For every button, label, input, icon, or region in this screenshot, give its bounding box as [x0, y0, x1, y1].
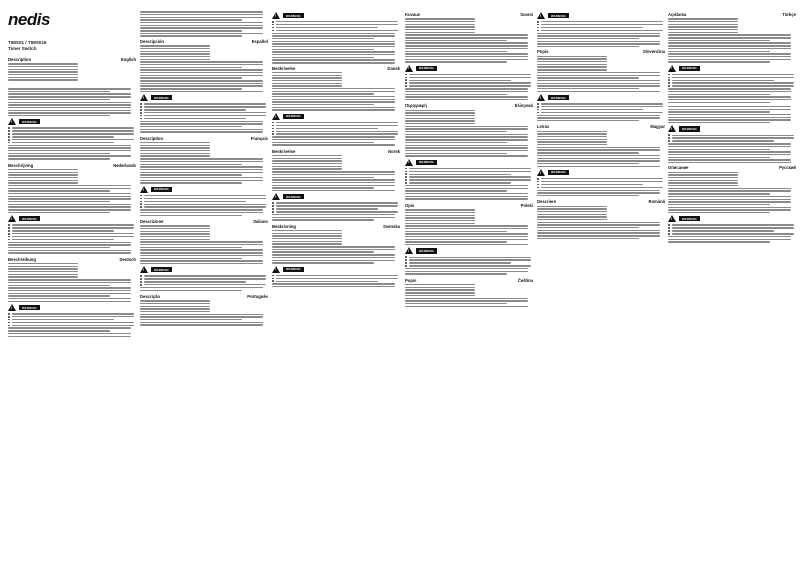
section-title: Beskrivelse — [272, 65, 296, 71]
section-french — [140, 136, 268, 216]
section-title: Beskrivning — [272, 223, 296, 229]
section-title: Descrição — [140, 293, 161, 299]
section-turkish — [668, 12, 796, 103]
section-language: English — [120, 57, 136, 62]
section-title: Descriere — [537, 199, 557, 205]
warning-label: WARNING — [151, 187, 172, 192]
warning-icon — [668, 215, 676, 222]
section-dutch — [8, 163, 136, 254]
section-language: Nederlands — [113, 162, 136, 168]
warning-label: WARNING — [151, 267, 172, 272]
section-language: Español — [251, 38, 268, 44]
warning-icon — [405, 159, 413, 166]
warning-label: WARNING — [416, 248, 437, 253]
column-1 — [8, 10, 136, 560]
warning-label: WARNING — [283, 114, 304, 119]
section-title: Beschreibung — [8, 256, 36, 262]
model-number: TIMS01 / TIMS016 — [8, 40, 47, 45]
section-language: Deutsch — [119, 256, 136, 262]
section-greek — [405, 103, 533, 200]
section-title: Περιγραφή — [405, 103, 427, 109]
section-language: Čeština — [517, 277, 533, 283]
section-title: Descrizione — [140, 218, 164, 224]
warning-icon — [668, 125, 676, 132]
warning-icon — [272, 113, 280, 120]
section-finnish — [405, 12, 533, 100]
section-german — [8, 257, 136, 337]
column-4 — [405, 10, 533, 560]
warning-icon — [8, 304, 16, 311]
section-italian — [140, 219, 268, 291]
section-title: Descripción — [140, 38, 164, 44]
warning-label: WARNING — [548, 13, 569, 18]
warning-label: WARNING — [283, 194, 304, 199]
warning-label: WARNING — [19, 119, 40, 124]
warning-label: WARNING — [416, 160, 437, 165]
section-danish — [272, 66, 400, 146]
warning-icon — [537, 169, 545, 176]
section-language: Polski — [520, 202, 533, 208]
warning-label: WARNING — [548, 170, 569, 175]
warning-label: WARNING — [416, 66, 437, 71]
section-title: Beschrijving — [8, 162, 34, 168]
warning-icon — [537, 12, 545, 19]
section-russian — [668, 165, 796, 242]
section-language: Português — [247, 293, 268, 299]
warning-icon — [8, 215, 16, 222]
section-portuguese — [140, 294, 268, 326]
warning-icon — [272, 12, 280, 19]
warning-icon — [537, 94, 545, 101]
section-language: Română — [648, 199, 665, 205]
warning-label: WARNING — [19, 305, 40, 310]
section-language: Norsk — [388, 148, 400, 154]
section-title: Kuvaus — [405, 12, 421, 17]
section-hungarian — [537, 124, 665, 196]
section-language: Suomi — [520, 12, 533, 17]
section-czech — [405, 278, 533, 307]
section-title: Beskrivelse — [272, 148, 296, 154]
warning-icon — [140, 186, 148, 193]
section-norwegian — [272, 149, 400, 221]
warning-icon — [668, 65, 676, 72]
section-title: Description — [140, 135, 164, 141]
section-language: Ελληνικά — [514, 103, 533, 109]
section-title: Popis — [537, 49, 549, 55]
section-title: Açıklama — [668, 12, 687, 17]
warning-label: WARNING — [679, 66, 700, 71]
warning-icon — [140, 266, 148, 273]
column-3 — [272, 10, 400, 560]
section-title: Opis — [405, 202, 415, 208]
column-2 — [140, 10, 268, 560]
column-6 — [668, 10, 796, 560]
section-english — [8, 57, 136, 160]
section-swedish — [272, 224, 400, 288]
section-romanian — [537, 199, 665, 239]
warning-label: WARNING — [283, 267, 304, 272]
section-slovak — [537, 49, 665, 121]
section-language: Italiano — [253, 218, 268, 224]
column-5 — [537, 10, 665, 560]
warning-icon — [272, 193, 280, 200]
section-title: Описание — [668, 165, 689, 171]
section-polish — [405, 203, 533, 275]
section-language: Slovenčina — [642, 49, 665, 55]
section-language: Svenska — [383, 223, 400, 229]
warning-icon — [140, 94, 148, 101]
warning-label: WARNING — [19, 216, 40, 221]
section-title: Description — [8, 57, 32, 62]
product-name: Timer Switch — [8, 46, 37, 51]
warning-icon — [8, 118, 16, 125]
section-language: Dansk — [387, 65, 400, 71]
warning-label: WARNING — [679, 216, 700, 221]
brand-logo: nedis — [8, 10, 50, 29]
section-language: Русский — [779, 165, 796, 171]
warning-label: WARNING — [283, 13, 304, 18]
section-title: Leírás — [537, 124, 550, 130]
section-language: Français — [250, 135, 268, 141]
section-language: Türkçe — [782, 12, 796, 17]
warning-label: WARNING — [151, 95, 172, 100]
section-title: Popis — [405, 277, 417, 283]
section-language: Magyar — [650, 124, 665, 130]
warning-label: WARNING — [679, 126, 700, 131]
warning-icon — [405, 247, 413, 254]
warning-icon — [405, 65, 413, 72]
section-spanish — [140, 39, 268, 133]
warning-icon — [272, 266, 280, 273]
warning-label: WARNING — [548, 95, 569, 100]
